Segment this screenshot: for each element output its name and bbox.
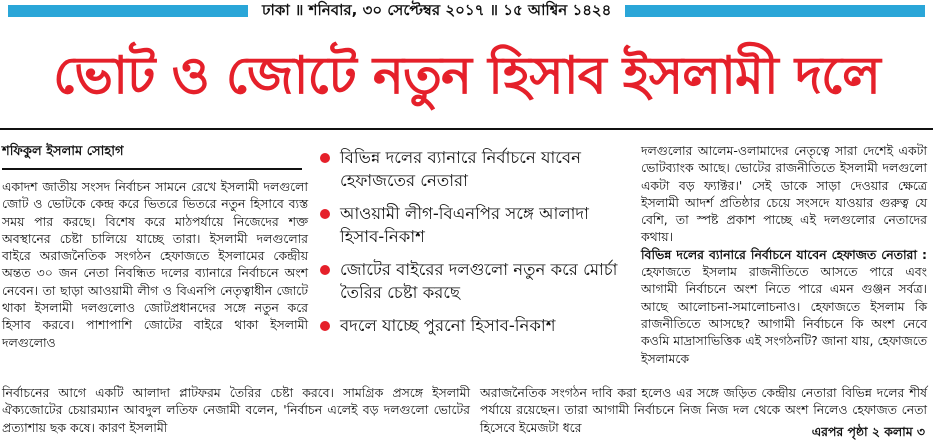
bottom-right-text: অরাজনৈতিক সংগঠন দাবি করা হলেও এর সঙ্গে জড়িত কেন্দ্রীয় নেতারা বিভিন্ন দলের শীর্ষ পর্যায়ে রয়েছেন। তারা আগামী নির্বাচনে নিজ নিজ দল থেকে অংশ নিলেও হেফাজত নেতা হিসেবে ইমেজটা ধরে [480, 385, 927, 435]
bullet-dot-icon [320, 321, 330, 331]
dateline-bar [0, 0, 933, 22]
headline: ভোট ও জোটে নতুন হিসাব ইসলামী দলে [53, 46, 880, 106]
bullet-dot-icon [320, 153, 330, 163]
bullet-dot-icon [320, 265, 330, 275]
headline-divider [0, 128, 933, 130]
bullet-item [316, 202, 634, 248]
bullet-list [316, 146, 634, 347]
continuation-note: এরপর পৃষ্ঠা ২ কলাম ৩ [811, 424, 925, 439]
right-column-paragraph-text: হেফাজতে ইসলাম রাজনীতিতে আসতে পারে এবং আগামী নির্বাচনে অংশ নিতে পারে এমন গুঞ্জন সর্বত্র। আছে আলোচনা-সমালোচনাও। হেফাজতে ইসলাম কি রাজনীতিতে আসছে? আগামী নির্বাচনে কি অংশ নেবে কওমি মাদ্রাসাভিত্তিক এই সংগঠনটি? জানা যায়, হেফাজতে ইসলামকে [641, 264, 927, 366]
byline: শফিকুল ইসলাম সোহাগ [2, 142, 302, 170]
bullet-text: বিভিন্ন দলের ব্যানারে নির্বাচনে যাবেন হেফাজতের নেতারা [340, 148, 581, 190]
bullet-dot-icon [320, 209, 330, 219]
bullet-item [316, 258, 634, 304]
dateline-text: ঢাকা ॥ শনিবার, ৩০ সেপ্টেম্বর ২০১৭ ॥ ১৫ আশ্বিন ১৪২৪ [262, 0, 612, 19]
dateline-rule-right [625, 5, 925, 17]
bullet-item [316, 146, 634, 192]
left-column [2, 178, 308, 351]
right-column-paragraph: দলগুলোর আলেম-ওলামাদের নেতৃত্বে সারা দেশেই একটা ভোটব্যাংক আছে। ভোটের রাজনীতিতে ইসলামী দলগুলো একটা বড় ফ্যাক্টর।' সেই ডাকে সাড়া দেওয়ার ক্ষেত্রে ইসলামী আদর্শ প্রতিষ্ঠার চেয়ে সংসদে যাওয়ার গুরুত্ব যে বেশি, তা স্পষ্ট প্রকাশ পাচ্ছে এই দলগুলোর নেতাদের কথায়। [641, 143, 927, 245]
bullet-text: আওয়ামী লীগ-বিএনপির সঙ্গে আলাদা হিসাব-নিকাশ [340, 204, 589, 246]
bullet-text: জোটের বাইরের দলগুলো নতুন করে মোর্চা তৈরির চেষ্টা করছে [340, 260, 618, 302]
right-column [641, 142, 927, 367]
right-column-second-paragraph [641, 246, 927, 367]
bullet-item [316, 314, 634, 337]
bullet-text: বদলে যাচ্ছে পুরনো হিসাব-নিকাশ [340, 316, 556, 335]
bottom-left-text: নির্বাচনের আগে একটি আলাদা প্লাটফরম তৈরির চেষ্টা করবে। সামগ্রিক প্রসঙ্গে ইসলামী ঐক্যজোটের চেয়ারম্যান আবদুল লতিফ নেজামী বলেন, 'নির্বাচন এলেই বড় দলগুলো ভোটের প্রত্যাশায় ছক কষে। কারণ ইসলামী [2, 385, 470, 435]
dateline-rule-left [8, 5, 248, 17]
left-column-paragraph: একাদশ জাতীয় সংসদ নির্বাচন সামনে রেখে ইসলামী দলগুলো জোট ও ভোটকে কেন্দ্র করে ভিতরে ভিতরে নতুন হিসাবে ব্যস্ত সময় পার করছে। বিশেষ করে মাঠপর্যায়ে নিজেদের শক্ত অবস্থানের চেষ্টা চালিয়ে যাচ্ছে তারা। ইসলামী দলগুলোর বাইরে অরাজনৈতিক সংগঠন হেফাজতে ইসলামের কেন্দ্রীয় অন্তত ৩০ জন নেতা নিবন্ধিত দলের ব্যানারে নির্বাচনে অংশ নেবেন। তা ছাড়া আওয়ামী লীগ ও বিএনপি নেতৃত্বাধীন জোটে থাকা ইসলামী দলগুলোও জোটপ্রধানদের সঙ্গে নতুন করে হিসাব করবে। পাশাপাশি জোটের বাইরে থাকা ইসলামী দলগুলোও [2, 179, 308, 350]
right-column-subhead: বিভিন্ন দলের ব্যানারে নির্বাচনে যাবেন হেফাজত নেতারা : [641, 246, 927, 262]
